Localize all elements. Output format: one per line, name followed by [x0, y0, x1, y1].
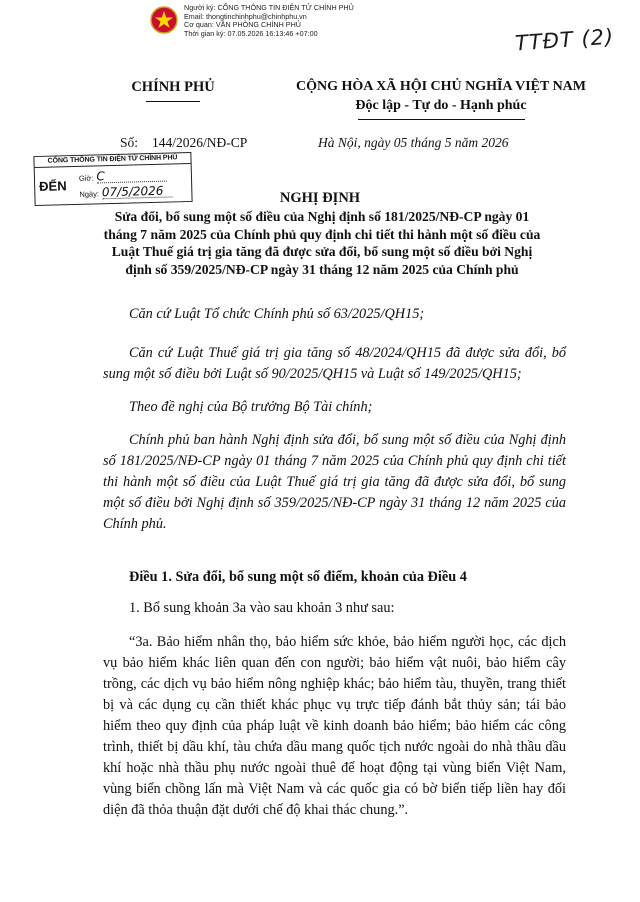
preamble-basis-2: Căn cứ Luật Thuế giá trị gia tăng số 48/2024/QH15 đã được sửa đổi, bổ sung một số điều bởi Luật số 90/2025/QH15 và Luật số 149/2025/QH15;: [103, 345, 566, 382]
signature-email: Email: thongtinchinhphu@chinhphu.vn: [184, 11, 307, 21]
stamp-time-row: [79, 169, 167, 184]
national-emblem-icon: [150, 6, 178, 34]
issuing-agency: CHÍNH PHỦ: [131, 79, 215, 95]
stamp-date-value: 07/5/2026: [102, 184, 172, 199]
signature-signer: Người ký: CỔNG THÔNG TIN ĐIỆN TỬ CHÍNH PHỦ: [184, 3, 354, 12]
handwritten-tag: TTĐT (2): [514, 24, 615, 56]
agency-underline: [146, 101, 200, 102]
article-1-clause-1: 1. Bổ sung khoản 3a vào sau khoản 3 như sau:: [129, 600, 395, 616]
place-date: Hà Nội, ngày 05 tháng 5 năm 2026: [318, 135, 509, 150]
stamp-den: ĐẾN: [38, 178, 67, 194]
national-title: CỘNG HÒA XÃ HỘI CHỦ NGHĨA VIỆT NAM: [295, 79, 586, 94]
document-title: Sửa đổi, bổ sung một số điều của Nghị định số 181/2025/NĐ-CP ngày 01 tháng 7 năm 2025 của Chính phủ quy định chi tiết thi hành một số điều của Luật Thuế giá trị gia tăng đã được sửa đổi, bổ sung một số điều bởi Nghị định số 359/2025/NĐ-CP ngày 31 tháng 12 năm 2025 của Chính phủ: [103, 209, 541, 278]
signature-org: Cơ quan: VĂN PHÒNG CHÍNH PHỦ: [184, 20, 301, 30]
stamp-time-value: C: [96, 169, 166, 184]
article-1-heading: Điều 1. Sửa đổi, bổ sung một số điểm, khoản của Điều 4: [129, 569, 467, 585]
motto-underline: [358, 119, 525, 120]
document-number: [120, 135, 247, 151]
preamble-enactment: Chính phủ ban hành Nghị định sửa đổi, bổ sung một số điều của Nghị định số 181/2025/NĐ-CP ngày 01 tháng 7 năm 2025 của Chính phủ quy định chi tiết thi hành một số điều của Luật Thuế giá trị gia tăng đã được sửa đổi, bổ sung một số điều bởi Nghị định số 359/2025/NĐ-CP ngày 31 tháng 12 năm 2025 của Chính phủ.: [103, 432, 566, 532]
number-value: 144/2026/NĐ-CP: [152, 135, 248, 150]
digital-signature-block: [150, 4, 354, 38]
preamble-basis-1: Căn cứ Luật Tổ chức Chính phủ số 63/2025/QH15;: [129, 306, 425, 322]
number-label: Số:: [120, 135, 139, 150]
stamp-header: CỔNG THÔNG TIN ĐIỆN TỬ CHÍNH PHỦ: [34, 153, 190, 168]
document-type: NGHỊ ĐỊNH: [279, 190, 361, 206]
signature-time: Thời gian ký: 07.05.2026 16:13:46 +07:00: [184, 28, 318, 38]
national-motto: Độc lập - Tự do - Hạnh phúc: [355, 98, 527, 113]
preamble-proposal: Theo đề nghị của Bộ trưởng Bộ Tài chính;: [129, 399, 373, 415]
stamp-time-label: Giờ:: [78, 173, 94, 183]
article-1-clause-3a-text: “3a. Bảo hiểm nhân thọ, bảo hiểm sức khỏe, bảo hiểm người học, các dịch vụ bảo hiểm khác liên quan đến con người; bảo hiểm vật nuôi, bảo hiểm cây trồng, các dịch vụ bảo hiểm nông nghiệp khác; bảo hiểm tàu, thuyền, trang thiết bị và các dụng cụ cần thiết khác phục vụ trực tiếp đánh bắt thủy sản; tái bảo hiểm theo quy định của pháp luật về kinh doanh bảo hiểm; bảo hiểm các công trình, thiết bị dầu khí, tàu chứa dầu mang quốc tịch nước ngoài do nhà thầu dầu khí hoặc nhà thầu phụ nước ngoài thuê để hoạt động tại vùng biển Việt Nam, vùng biển chồng lấn mà Việt Nam và các quốc gia có bờ biển tiếp liền hay đối diện đã thỏa thuận đặt dưới chế độ khai thác chung.”.: [103, 634, 566, 818]
stamp-date-label: Ngày:: [79, 189, 100, 199]
